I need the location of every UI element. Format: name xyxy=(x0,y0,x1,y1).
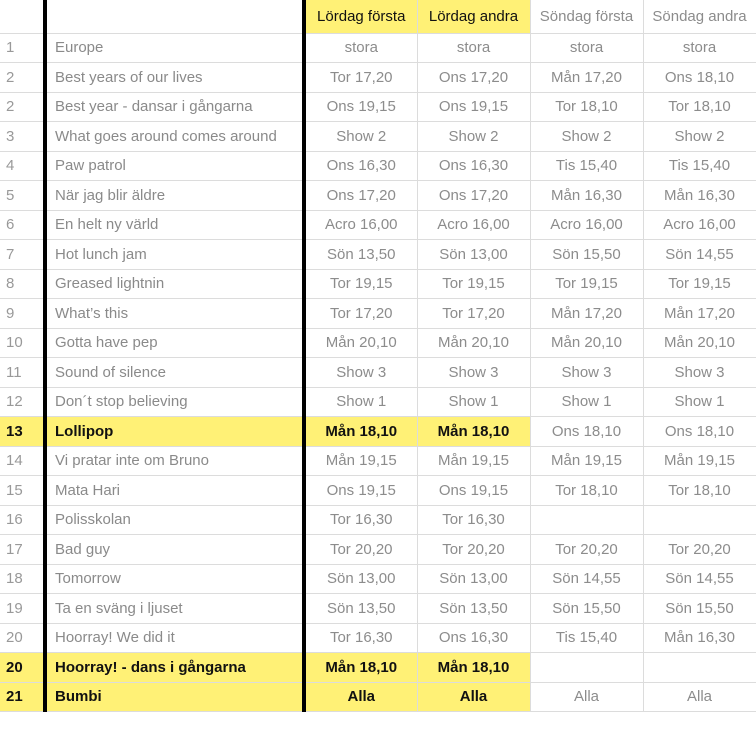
row-number-cell[interactable]: 12 xyxy=(0,387,45,417)
song-title-cell[interactable]: Ta en sväng i ljuset xyxy=(45,594,304,624)
schedule-cell[interactable]: Tor 16,30 xyxy=(417,505,530,535)
schedule-cell[interactable]: Tis 15,40 xyxy=(530,623,643,653)
corner-cell[interactable] xyxy=(0,0,45,33)
table-row xyxy=(0,63,756,93)
song-title-cell[interactable]: Vi pratar inte om Bruno xyxy=(45,446,304,476)
row-number-cell[interactable]: 3 xyxy=(0,122,45,152)
song-title-cell[interactable]: Mata Hari xyxy=(45,476,304,506)
row-number-cell[interactable]: 4 xyxy=(0,151,45,181)
schedule-cell[interactable]: Tor 19,15 xyxy=(643,269,756,299)
row-number-cell[interactable]: 20 xyxy=(0,653,45,683)
column-header-sondag-andra[interactable]: Söndag andra xyxy=(643,0,756,33)
schedule-cell[interactable]: Tis 15,40 xyxy=(530,151,643,181)
table-row xyxy=(0,446,756,476)
song-title-cell[interactable]: What goes around comes around xyxy=(45,122,304,152)
song-title-cell[interactable]: Hot lunch jam xyxy=(45,240,304,270)
schedule-cell[interactable]: Sön 15,50 xyxy=(530,594,643,624)
schedule-cell[interactable]: Mån 19,15 xyxy=(417,446,530,476)
schedule-cell[interactable]: Show 3 xyxy=(643,358,756,388)
schedule-cell[interactable]: Alla xyxy=(417,682,530,712)
schedule-cell[interactable]: Sön 15,50 xyxy=(643,594,756,624)
song-title-cell[interactable]: Lollipop xyxy=(45,417,304,447)
row-number-cell[interactable]: 19 xyxy=(0,594,45,624)
schedule-cell[interactable]: Tor 17,20 xyxy=(304,63,417,93)
row-number-cell[interactable]: 7 xyxy=(0,240,45,270)
schedule-cell[interactable]: Ons 19,15 xyxy=(417,476,530,506)
schedule-cell[interactable]: Show 3 xyxy=(530,358,643,388)
schedule-cell[interactable]: Show 2 xyxy=(530,122,643,152)
row-number-cell[interactable]: 2 xyxy=(0,63,45,93)
schedule-cell[interactable]: Show 2 xyxy=(304,122,417,152)
row-number-cell[interactable]: 17 xyxy=(0,535,45,565)
row-number-cell[interactable]: 21 xyxy=(0,682,45,712)
schedule-cell[interactable]: Ons 16,30 xyxy=(417,623,530,653)
schedule-cell[interactable]: Tor 17,20 xyxy=(304,299,417,329)
schedule-cell[interactable]: Alla xyxy=(530,682,643,712)
row-number-cell[interactable]: 13 xyxy=(0,417,45,447)
schedule-cell[interactable]: stora xyxy=(417,33,530,63)
schedule-cell[interactable]: Tor 16,30 xyxy=(304,505,417,535)
table-row xyxy=(0,122,756,152)
schedule-cell[interactable]: Mån 18,10 xyxy=(304,653,417,683)
schedule-cell[interactable]: Show 3 xyxy=(417,358,530,388)
schedule-cell[interactable]: Tor 18,10 xyxy=(643,92,756,122)
schedule-cell[interactable]: Mån 18,10 xyxy=(304,417,417,447)
schedule-cell[interactable]: Acro 16,00 xyxy=(530,210,643,240)
schedule-cell[interactable]: Show 1 xyxy=(530,387,643,417)
schedule-cell[interactable]: Show 3 xyxy=(304,358,417,388)
song-title-cell[interactable]: Best year - dansar i gångarna xyxy=(45,92,304,122)
schedule-cell[interactable]: Ons 18,10 xyxy=(643,417,756,447)
schedule-cell[interactable]: Alla xyxy=(643,682,756,712)
schedule-cell[interactable]: Sön 13,00 xyxy=(417,240,530,270)
column-header-sondag-forsta[interactable]: Söndag första xyxy=(530,0,643,33)
schedule-cell[interactable] xyxy=(530,653,643,683)
row-number-cell[interactable]: 1 xyxy=(0,33,45,63)
row-number-cell[interactable]: 8 xyxy=(0,269,45,299)
row-number-cell[interactable]: 2 xyxy=(0,92,45,122)
row-number-cell[interactable]: 16 xyxy=(0,505,45,535)
schedule-cell[interactable]: Sön 15,50 xyxy=(530,240,643,270)
table-row xyxy=(0,151,756,181)
schedule-cell[interactable]: Sön 13,50 xyxy=(417,594,530,624)
song-title-cell[interactable]: Polisskolan xyxy=(45,505,304,535)
schedule-cell[interactable]: Tor 20,20 xyxy=(530,535,643,565)
schedule-cell[interactable]: Mån 16,30 xyxy=(643,623,756,653)
table-row xyxy=(0,269,756,299)
schedule-cell[interactable]: Mån 16,30 xyxy=(643,181,756,211)
schedule-cell[interactable]: Mån 16,30 xyxy=(530,181,643,211)
schedule-cell[interactable]: Mån 20,10 xyxy=(643,328,756,358)
row-number-cell[interactable]: 9 xyxy=(0,299,45,329)
song-title-cell[interactable]: En helt ny värld xyxy=(45,210,304,240)
row-number-cell[interactable]: 18 xyxy=(0,564,45,594)
schedule-cell[interactable]: Acro 16,00 xyxy=(417,210,530,240)
schedule-cell[interactable]: Show 1 xyxy=(304,387,417,417)
table-row xyxy=(0,387,756,417)
row-number-cell[interactable]: 14 xyxy=(0,446,45,476)
table-row xyxy=(0,535,756,565)
table-row xyxy=(0,564,756,594)
schedule-cell[interactable]: Tor 16,30 xyxy=(304,623,417,653)
schedule-cell[interactable]: Show 1 xyxy=(643,387,756,417)
schedule-cell[interactable]: Alla xyxy=(304,682,417,712)
schedule-cell[interactable]: Mån 20,10 xyxy=(530,328,643,358)
schedule-cell[interactable]: Tor 17,20 xyxy=(417,299,530,329)
schedule-cell[interactable]: Ons 17,20 xyxy=(417,63,530,93)
schedule-cell[interactable]: Mån 18,10 xyxy=(417,653,530,683)
song-title-cell[interactable]: Gotta have pep xyxy=(45,328,304,358)
song-title-cell[interactable]: Don´t stop believing xyxy=(45,387,304,417)
schedule-cell[interactable]: Show 2 xyxy=(417,122,530,152)
schedule-cell[interactable]: Ons 16,30 xyxy=(417,151,530,181)
schedule-cell[interactable]: Tor 20,20 xyxy=(417,535,530,565)
table-row xyxy=(0,417,756,447)
song-title-cell[interactable]: Best years of our lives xyxy=(45,63,304,93)
row-number-cell[interactable]: 15 xyxy=(0,476,45,506)
schedule-cell[interactable]: Show 1 xyxy=(417,387,530,417)
song-title-cell[interactable]: När jag blir äldre xyxy=(45,181,304,211)
table-row xyxy=(0,623,756,653)
schedule-cell[interactable]: Show 2 xyxy=(643,122,756,152)
table-row xyxy=(0,210,756,240)
schedule-cell[interactable]: Tor 20,20 xyxy=(304,535,417,565)
song-title-cell[interactable]: What’s this xyxy=(45,299,304,329)
schedule-cell[interactable]: Mån 17,20 xyxy=(530,299,643,329)
row-number-cell[interactable]: 10 xyxy=(0,328,45,358)
song-title-cell[interactable]: Greased lightnin xyxy=(45,269,304,299)
schedule-cell[interactable]: Sön 13,00 xyxy=(304,564,417,594)
schedule-cell[interactable]: Mån 20,10 xyxy=(304,328,417,358)
schedule-cell[interactable] xyxy=(643,653,756,683)
schedule-cell[interactable]: Sön 13,00 xyxy=(417,564,530,594)
schedule-cell[interactable]: Acro 16,00 xyxy=(643,210,756,240)
schedule-cell[interactable]: Ons 18,10 xyxy=(643,63,756,93)
schedule-cell[interactable]: Ons 16,30 xyxy=(304,151,417,181)
schedule-cell[interactable]: Mån 20,10 xyxy=(417,328,530,358)
song-title-cell[interactable]: Hoorray! - dans i gångarna xyxy=(45,653,304,683)
table-row xyxy=(0,682,756,712)
schedule-cell[interactable]: Ons 19,15 xyxy=(417,92,530,122)
table-row xyxy=(0,476,756,506)
schedule-cell[interactable]: Sön 13,50 xyxy=(304,594,417,624)
schedule-cell[interactable]: Tor 18,10 xyxy=(530,92,643,122)
schedule-cell[interactable]: Mån 18,10 xyxy=(417,417,530,447)
song-title-cell[interactable]: Bad guy xyxy=(45,535,304,565)
schedule-cell[interactable]: Tor 18,10 xyxy=(643,476,756,506)
row-number-cell[interactable]: 5 xyxy=(0,181,45,211)
schedule-cell[interactable]: Sön 14,55 xyxy=(643,564,756,594)
table-row xyxy=(0,299,756,329)
schedule-cell[interactable]: Mån 19,15 xyxy=(643,446,756,476)
schedule-cell[interactable] xyxy=(530,505,643,535)
table-row xyxy=(0,240,756,270)
table-row xyxy=(0,33,756,63)
schedule-cell[interactable]: Sön 14,55 xyxy=(643,240,756,270)
table-row xyxy=(0,181,756,211)
song-title-cell[interactable]: Paw patrol xyxy=(45,151,304,181)
schedule-cell[interactable]: Mån 19,15 xyxy=(530,446,643,476)
schedule-cell[interactable]: Sön 13,50 xyxy=(304,240,417,270)
schedule-cell[interactable]: Tor 18,10 xyxy=(530,476,643,506)
column-header-lordag-forsta[interactable]: Lördag första xyxy=(304,0,417,33)
song-title-cell[interactable]: Bumbi xyxy=(45,682,304,712)
schedule-cell[interactable]: Tor 19,15 xyxy=(417,269,530,299)
schedule-cell[interactable]: Mån 17,20 xyxy=(643,299,756,329)
header-row xyxy=(0,0,756,33)
schedule-cell[interactable]: Mån 19,15 xyxy=(304,446,417,476)
schedule-cell[interactable]: stora xyxy=(304,33,417,63)
schedule-cell[interactable]: Mån 17,20 xyxy=(530,63,643,93)
song-title-cell[interactable]: Europe xyxy=(45,33,304,63)
schedule-cell[interactable] xyxy=(643,505,756,535)
row-number-cell[interactable]: 6 xyxy=(0,210,45,240)
table-row xyxy=(0,92,756,122)
schedule-cell[interactable]: Tor 19,15 xyxy=(304,269,417,299)
column-header-lordag-andra[interactable]: Lördag andra xyxy=(417,0,530,33)
schedule-cell[interactable]: Ons 17,20 xyxy=(304,181,417,211)
title-header-cell[interactable] xyxy=(45,0,304,33)
table-row xyxy=(0,358,756,388)
table-row xyxy=(0,328,756,358)
row-number-cell[interactable]: 20 xyxy=(0,623,45,653)
song-title-cell[interactable]: Hoorray! We did it xyxy=(45,623,304,653)
schedule-cell[interactable]: Ons 18,10 xyxy=(530,417,643,447)
schedule-cell[interactable]: Tor 20,20 xyxy=(643,535,756,565)
row-number-cell[interactable]: 11 xyxy=(0,358,45,388)
schedule-cell[interactable]: stora xyxy=(643,33,756,63)
table-body xyxy=(0,33,756,712)
table-row xyxy=(0,505,756,535)
schedule-cell[interactable]: stora xyxy=(530,33,643,63)
schedule-cell[interactable]: Ons 17,20 xyxy=(417,181,530,211)
schedule-cell[interactable]: Tor 19,15 xyxy=(530,269,643,299)
schedule-cell[interactable]: Acro 16,00 xyxy=(304,210,417,240)
table-row xyxy=(0,653,756,683)
song-title-cell[interactable]: Sound of silence xyxy=(45,358,304,388)
schedule-cell[interactable]: Ons 19,15 xyxy=(304,92,417,122)
schedule-cell[interactable]: Tis 15,40 xyxy=(643,151,756,181)
table-row xyxy=(0,594,756,624)
schedule-cell[interactable]: Ons 19,15 xyxy=(304,476,417,506)
song-title-cell[interactable]: Tomorrow xyxy=(45,564,304,594)
schedule-cell[interactable]: Sön 14,55 xyxy=(530,564,643,594)
